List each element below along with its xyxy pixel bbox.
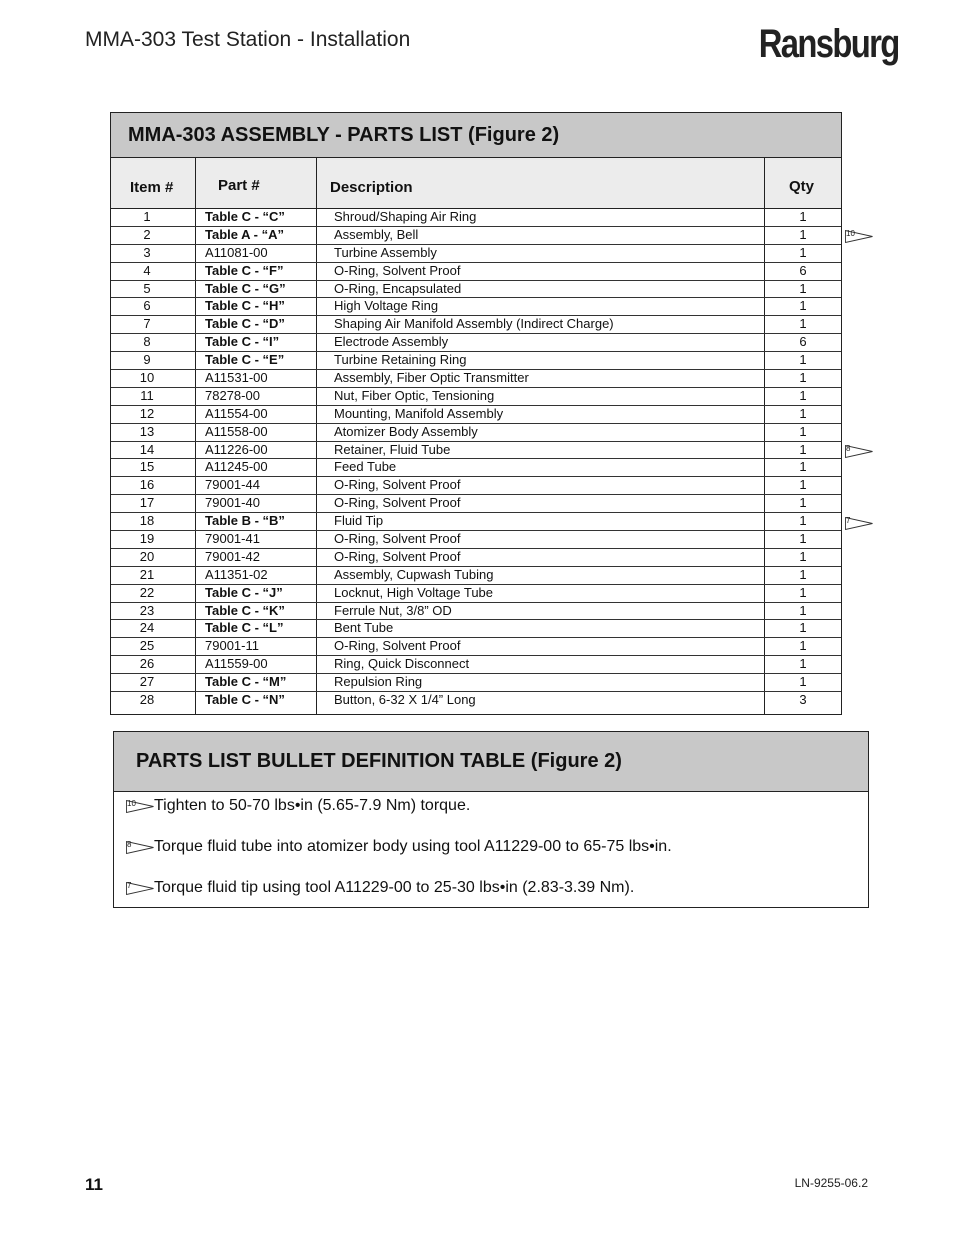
bullet-definition-text: Torque fluid tip using tool A11229-00 to 25-30 lbs•in (2.83-3.39 Nm). (154, 879, 635, 896)
table-row (111, 245, 841, 263)
table-row (111, 388, 841, 406)
item-number-cell: 14 (111, 442, 196, 459)
table-row (111, 495, 841, 513)
item-number-cell: 2 (111, 227, 196, 244)
item-number-cell: 7 (111, 316, 196, 333)
item-number-cell: 25 (111, 638, 196, 655)
qty-cell: 1 (799, 495, 807, 511)
qty-cell: 1 (799, 566, 807, 582)
description-cell: Ferrule Nut, 3/8” OD (317, 603, 765, 620)
bullet-label: 7 (127, 880, 132, 890)
item-number-cell: 15 (111, 459, 196, 476)
qty-cell: 1 (799, 370, 807, 386)
table-row (111, 298, 841, 316)
item-number-cell: 3 (111, 245, 196, 262)
description-cell: Button, 6-32 X 1/4” Long (317, 692, 765, 714)
part-number-cell: A11081-00 (196, 245, 317, 262)
item-number-cell: 27 (111, 674, 196, 691)
document-code: LN-9255-06.2 (794, 1176, 868, 1190)
description-cell: Repulsion Ring (317, 674, 765, 691)
part-number-cell: 79001-40 (196, 495, 317, 512)
table-row (111, 567, 841, 585)
table-row (111, 459, 841, 477)
qty-cell: 1 (799, 620, 807, 636)
part-number-cell: Table C - “I” (196, 334, 317, 351)
bullet-definition-item (126, 838, 672, 856)
item-number-cell: 22 (111, 585, 196, 602)
parts-list-title: MMA-303 ASSEMBLY - PARTS LIST (Figure 2) (111, 113, 841, 158)
table-row (111, 620, 841, 638)
bullet-marker-icon (845, 445, 873, 458)
table-row (111, 424, 841, 442)
part-number-cell: Table A - “A” (196, 227, 317, 244)
qty-cell: 1 (799, 656, 807, 672)
description-cell: Mounting, Manifold Assembly (317, 406, 765, 423)
description-cell: Locknut, High Voltage Tube (317, 585, 765, 602)
part-number-cell: A11245-00 (196, 459, 317, 476)
item-number-cell: 20 (111, 549, 196, 566)
bullet-definition-item (126, 797, 470, 815)
table-row (111, 406, 841, 424)
table-row (111, 549, 841, 567)
table-row (111, 352, 841, 370)
table-row (111, 227, 841, 245)
description-cell: Ring, Quick Disconnect (317, 656, 765, 673)
bullet-definition-text: Torque fluid tube into atomizer body using tool A11229-00 to 65-75 lbs•in. (154, 838, 672, 855)
part-number-cell: Table C - “L” (196, 620, 317, 637)
qty-cell: 1 (799, 602, 807, 618)
description-cell: Fluid Tip (317, 513, 765, 530)
qty-cell: 1 (799, 352, 807, 368)
table-row (111, 692, 841, 714)
description-cell: Bent Tube (317, 620, 765, 637)
item-number-cell: 1 (111, 209, 196, 226)
part-number-cell: Table C - “J” (196, 585, 317, 602)
column-header-qty: Qty (789, 178, 815, 195)
bullet-marker-icon (845, 230, 873, 243)
part-number-cell: A11558-00 (196, 424, 317, 441)
qty-cell: 1 (799, 244, 807, 260)
description-cell: Shroud/Shaping Air Ring (317, 209, 765, 226)
description-cell: Assembly, Fiber Optic Transmitter (317, 370, 765, 387)
part-number-cell: Table C - “H” (196, 298, 317, 315)
table-row (111, 674, 841, 692)
part-number-cell: Table B - “B” (196, 513, 317, 530)
description-cell: O-Ring, Solvent Proof (317, 263, 765, 280)
qty-cell: 6 (799, 334, 807, 350)
qty-cell: 1 (799, 405, 807, 421)
table-row (111, 477, 841, 495)
qty-cell: 6 (799, 262, 807, 278)
description-cell: O-Ring, Solvent Proof (317, 495, 765, 512)
bullet-label: 8 (846, 444, 851, 454)
qty-cell: 1 (799, 459, 807, 475)
item-number-cell: 12 (111, 406, 196, 423)
description-cell: Retainer, Fluid Tube (317, 442, 765, 459)
table-row (111, 442, 841, 460)
part-number-cell: 79001-42 (196, 549, 317, 566)
part-number-cell: Table C - “N” (196, 692, 317, 714)
table-row (111, 281, 841, 299)
parts-list-body (111, 209, 841, 714)
page-header-title: MMA-303 Test Station - Installation (85, 28, 411, 51)
item-number-cell: 17 (111, 495, 196, 512)
table-row (111, 585, 841, 603)
part-number-cell: Table C - “G” (196, 281, 317, 298)
qty-cell: 3 (799, 692, 807, 708)
item-number-cell: 4 (111, 263, 196, 280)
description-cell: Turbine Retaining Ring (317, 352, 765, 369)
item-number-cell: 24 (111, 620, 196, 637)
item-number-cell: 16 (111, 477, 196, 494)
description-cell: O-Ring, Solvent Proof (317, 549, 765, 566)
description-cell: Assembly, Bell (317, 227, 765, 244)
part-number-cell: 79001-11 (196, 638, 317, 655)
qty-cell: 1 (799, 513, 807, 529)
description-cell: Electrode Assembly (317, 334, 765, 351)
item-number-cell: 6 (111, 298, 196, 315)
bullet-label: 10 (127, 798, 136, 808)
qty-cell: 1 (799, 477, 807, 493)
part-number-cell: Table C - “C” (196, 209, 317, 226)
description-cell: Atomizer Body Assembly (317, 424, 765, 441)
part-number-cell: Table C - “F” (196, 263, 317, 280)
description-cell: O-Ring, Solvent Proof (317, 531, 765, 548)
column-header-item: Item # (111, 158, 196, 208)
description-cell: Nut, Fiber Optic, Tensioning (317, 388, 765, 405)
table-row (111, 656, 841, 674)
item-number-cell: 18 (111, 513, 196, 530)
part-number-cell: A11554-00 (196, 406, 317, 423)
description-cell: Shaping Air Manifold Assembly (Indirect Charge) (317, 316, 765, 333)
item-number-cell: 8 (111, 334, 196, 351)
page-number: 11 (85, 1175, 103, 1194)
item-number-cell: 23 (111, 603, 196, 620)
column-header-part: Part # (196, 158, 317, 208)
part-number-cell: 79001-44 (196, 477, 317, 494)
qty-cell: 1 (799, 226, 807, 242)
part-number-cell: A11351-02 (196, 567, 317, 584)
description-cell: Turbine Assembly (317, 245, 765, 262)
qty-cell: 1 (799, 638, 807, 654)
table-row (111, 370, 841, 388)
part-number-cell: 79001-41 (196, 531, 317, 548)
qty-cell: 1 (799, 423, 807, 439)
bullet-definition-item (126, 879, 634, 897)
qty-cell: 1 (799, 674, 807, 690)
table-row (111, 603, 841, 621)
bullet-label: 7 (846, 515, 851, 525)
table-row (111, 638, 841, 656)
item-number-cell: 11 (111, 388, 196, 405)
part-number-cell: Table C - “D” (196, 316, 317, 333)
part-number-cell: A11559-00 (196, 656, 317, 673)
brand-logo: Ransburg (759, 22, 899, 66)
bullet-marker-icon (126, 882, 154, 895)
part-number-cell: Table C - “K” (196, 603, 317, 620)
qty-cell: 1 (799, 209, 807, 224)
item-number-cell: 10 (111, 370, 196, 387)
item-number-cell: 28 (111, 692, 196, 714)
bullet-definition-text: Tighten to 50-70 lbs•in (5.65-7.9 Nm) torque. (154, 797, 471, 814)
item-number-cell: 9 (111, 352, 196, 369)
bullet-marker-icon (845, 517, 873, 530)
parts-list-table (110, 112, 842, 715)
part-number-cell: Table C - “E” (196, 352, 317, 369)
qty-cell: 1 (799, 531, 807, 547)
description-cell: Feed Tube (317, 459, 765, 476)
bullet-marker-icon (126, 841, 154, 854)
item-number-cell: 21 (111, 567, 196, 584)
part-number-cell: Table C - “M” (196, 674, 317, 691)
part-number-cell: 78278-00 (196, 388, 317, 405)
part-number-cell: A11531-00 (196, 370, 317, 387)
qty-cell: 1 (799, 280, 807, 296)
table-row (111, 263, 841, 281)
qty-cell: 1 (799, 548, 807, 564)
item-number-cell: 19 (111, 531, 196, 548)
qty-cell: 1 (799, 316, 807, 332)
table-row (111, 334, 841, 352)
item-number-cell: 5 (111, 281, 196, 298)
description-cell: O-Ring, Encapsulated (317, 281, 765, 298)
description-cell: O-Ring, Solvent Proof (317, 477, 765, 494)
description-cell: High Voltage Ring (317, 298, 765, 315)
table-row (111, 316, 841, 334)
bullet-definition-table (113, 731, 869, 908)
column-header-description: Description (317, 158, 765, 208)
qty-cell: 1 (799, 584, 807, 600)
qty-cell: 1 (799, 387, 807, 403)
parts-list-header-row (111, 158, 841, 209)
item-number-cell: 13 (111, 424, 196, 441)
table-row (111, 513, 841, 531)
bullet-definition-title: PARTS LIST BULLET DEFINITION TABLE (Figure 2) (114, 732, 868, 792)
bullet-label: 10 (846, 229, 855, 239)
description-cell: Assembly, Cupwash Tubing (317, 567, 765, 584)
table-row (111, 531, 841, 549)
description-cell: O-Ring, Solvent Proof (317, 638, 765, 655)
table-row (111, 209, 841, 227)
item-number-cell: 26 (111, 656, 196, 673)
bullet-marker-icon (126, 800, 154, 813)
bullet-label: 8 (127, 839, 132, 849)
qty-cell: 1 (799, 441, 807, 457)
qty-cell: 1 (799, 298, 807, 314)
part-number-cell: A11226-00 (196, 442, 317, 459)
